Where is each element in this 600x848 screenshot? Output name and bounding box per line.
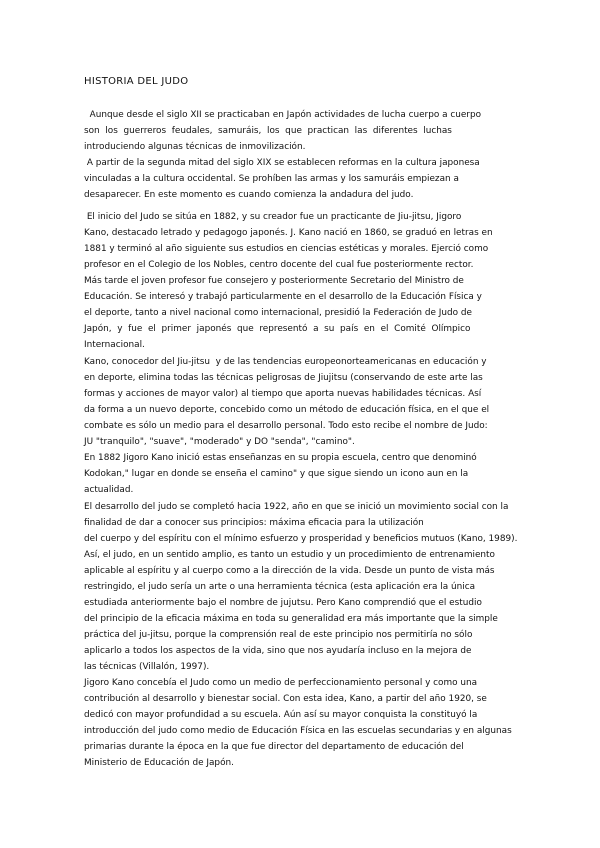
paragraph-line: práctica del ju-jitsu, porque la comprensión real de este principio nos permitiría no sólo xyxy=(84,630,473,640)
paragraph-line: 1881 y terminó al año siguiente sus estudios en ciencias estéticas y morales. Ejerció como xyxy=(84,244,489,254)
paragraph-line: En 1882 Jigoro Kano inició estas enseñanzas en su propia escuela, centro que denominó xyxy=(84,453,477,463)
paragraph-line: Kano, conocedor del Jiu-jitsu y de las tendencias europeonorteamericanas en educación y xyxy=(84,357,487,367)
paragraph-line: da forma a un nuevo deporte, concebido como un método de educación física, en el que el xyxy=(84,405,490,415)
paragraph-line: Japón, y fue el primer japonés que representó a su país en el Comité Olímpico xyxy=(84,324,471,334)
paragraph-line: Educación. Se interesó y trabajó particularmente en el desarrollo de la Educación Física y xyxy=(84,292,482,302)
paragraph-line: profesor en el Colegio de los Nobles, centro docente del cual fue posteriormente rector. xyxy=(84,260,474,270)
paragraph-line: desaparecer. En este momento es cuando comienza la andadura del judo. xyxy=(84,190,414,200)
paragraph-line: El inicio del Judo se sitúa en 1882, y su creador fue un practicante de Jiu-jitsu, Jigoro xyxy=(84,212,462,222)
paragraph-line: introduciendo algunas técnicas de inmovilización. xyxy=(84,142,306,152)
paragraph-line: el deporte, tanto a nivel nacional como internacional, presidió la Federación de Judo de xyxy=(84,308,473,318)
paragraph-line: del cuerpo y del espíritu con el mínimo esfuerzo y prosperidad y beneficios mutuos (Kano, 1989). xyxy=(84,534,518,544)
paragraph-line: vinculadas a la cultura occidental. Se prohíben las armas y los samuráis empiezan a xyxy=(84,174,459,184)
paragraph-line: primarias durante la época en la que fue director del departamento de educación del xyxy=(84,742,464,752)
paragraph-line: Internacional. xyxy=(84,340,145,350)
paragraph-line: Ministerio de Educación de Japón. xyxy=(84,758,234,768)
paragraph-line: Kodokan," lugar en donde se enseña el camino" y que sigue siendo un icono aun en la xyxy=(84,469,469,479)
paragraph-line: finalidad de dar a conocer sus principios: máxima eficacia para la utilización xyxy=(84,518,424,528)
paragraph-line: JU "tranquilo", "suave", "moderado" y DO "senda", "camino". xyxy=(84,437,355,447)
paragraph-line: estudiada anteriormente bajo el nombre de jujutsu. Pero Kano comprendió que el estudio xyxy=(84,598,482,608)
paragraph-line: son los guerreros feudales, samuráis, los que practican las diferentes luchas xyxy=(84,126,452,136)
paragraph-line: formas y acciones de mayor valor) al tiempo que aporta nuevas habilidades técnicas. Así xyxy=(84,389,482,399)
document-title: HISTORIA DEL JUDO xyxy=(84,76,189,87)
paragraph-line: las técnicas (Villalón, 1997). xyxy=(84,662,210,672)
paragraph-line: del principio de la eficacia máxima en toda su generalidad era más importante que la simple xyxy=(84,614,498,624)
paragraph-line: El desarrollo del judo se completó hacia 1922, año en que se inició un movimiento social con la xyxy=(84,502,509,512)
paragraph-line: contribución al desarrollo y bienestar social. Con esta idea, Kano, a partir del año 1920, se xyxy=(84,694,487,704)
paragraph-line: aplicarlo a todos los aspectos de la vida, sino que nos ayudaría incluso en la mejora de xyxy=(84,646,472,656)
paragraph-line: combate es sólo un medio para el desarrollo personal. Todo esto recibe el nombre de Judo: xyxy=(84,421,488,431)
paragraph-line: introducción del judo como medio de Educación Física en las escuelas secundarias y en algunas xyxy=(84,726,512,736)
paragraph-line: en deporte, elimina todas las técnicas peligrosas de Jiujitsu (conservando de este arte las xyxy=(84,373,483,383)
paragraph-line: Así, el judo, en un sentido amplio, es tanto un estudio y un procedimiento de entrenamiento xyxy=(84,550,495,560)
paragraph-line: actualidad. xyxy=(84,485,134,495)
paragraph-line: aplicable al espíritu y al cuerpo como a la dirección de la vida. Desde un punto de vista más xyxy=(84,566,495,576)
paragraph-line: Más tarde el joven profesor fue consejero y posteriormente Secretario del Ministro de xyxy=(84,276,464,286)
paragraph-line: Jigoro Kano concebía el Judo como un medio de perfeccionamiento personal y como una xyxy=(84,678,478,688)
paragraph-line: Aunque desde el siglo XII se practicaban en Japón actividades de lucha cuerpo a cuerpo xyxy=(84,110,482,120)
paragraph-line: dedicó con mayor profundidad a su escuela. Aún así su mayor conquista la constituyó la xyxy=(84,710,478,720)
paragraph-line: restringido, el judo sería un arte o una herramienta técnica (esta aplicación era la única xyxy=(84,582,476,592)
paragraph-line: Kano, destacado letrado y pedagogo japonés. J. Kano nació en 1860, se graduó en letras en xyxy=(84,228,493,238)
paragraph-line: A partir de la segunda mitad del siglo XIX se establecen reformas en la cultura japonesa xyxy=(84,158,480,168)
